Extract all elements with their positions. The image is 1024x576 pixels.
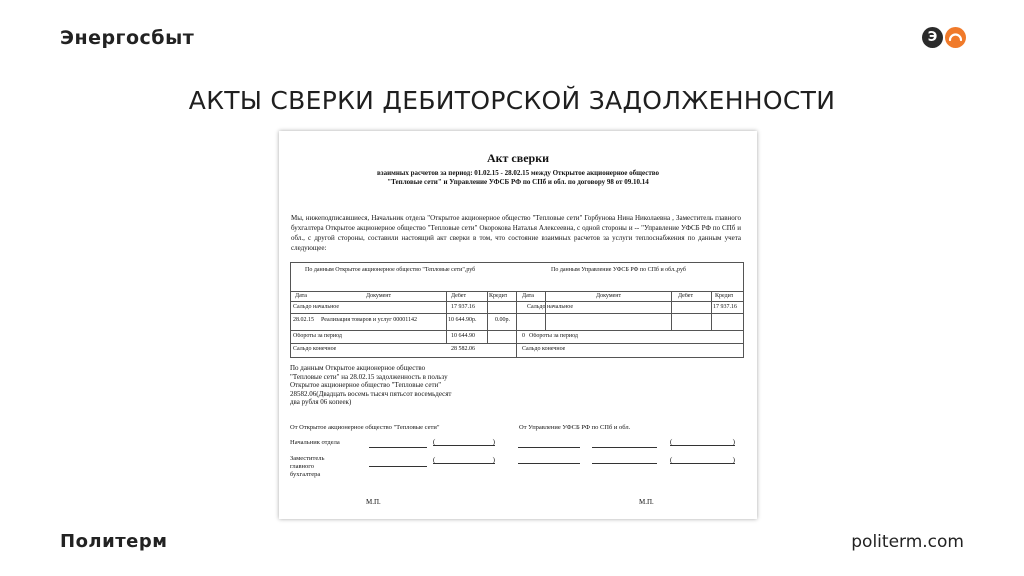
paren-close: ) (732, 456, 735, 464)
logo-arc-icon (945, 27, 966, 48)
summary-line-5: два рубля 06 копеек) (290, 398, 352, 406)
document-subtitle (309, 169, 727, 187)
politerm-brand: Политерм (60, 531, 168, 552)
website-link[interactable]: politerm.com (851, 532, 964, 552)
logo-arc-shape (945, 27, 966, 48)
turnover-left-debit: 10 644.90 (451, 333, 475, 339)
paren-close: ) (732, 438, 735, 446)
signature-left-header: От Открытое акционерное общество "Тепловые сети" (290, 424, 440, 431)
row-credit: 0.00р. (495, 317, 510, 323)
turnover-right-value: 0 (522, 333, 525, 339)
reconciliation-act-document (279, 131, 757, 519)
logo-letter-icon: Э (922, 27, 943, 48)
col-credit-left: Кредит (489, 293, 508, 299)
subtitle-line-1: взаимных расчетов за период: 01.02.15 - 28.02.15 между Открытое акционерное общество (376, 169, 659, 177)
stamp-right: М.П. (639, 498, 654, 506)
summary-line-3: Открытое акционерное общество "Тепловые сети" (290, 381, 442, 389)
row-date: 28.02.15 (293, 317, 314, 323)
signature-role-head-of-department: Начальник отдела (290, 439, 340, 446)
signature-right-header: От Управление УФСБ РФ по СПб и обл. (519, 424, 631, 431)
opening-balance-right-label: Сальдо начальное (527, 304, 574, 310)
signature-line (518, 447, 580, 448)
summary-line-4: 28582.06(Двадцать восемь тысяч пятьсот восемьдесят (290, 389, 452, 398)
document-paragraph: Мы, нижеподписавшиеся, Начальник отдела "Открытое акционерное общество "Тепловые сети" Горбунова Нина Николаевна , Заместитель главного бухгалтера Открытое акционерное общество "Тепловые сети" Окорокова Наталья Алексеевна, с одной стороны и -- "Управление УФСБ РФ по СПб и обл., с другой стороны, составили настоящий акт сверки в том, что состояние взаимных расчетов за услуги теплоснабжения по данным учета следующее: (291, 214, 741, 252)
left-party-header: По данным Открытое акционерное общество "Тепловые сети",руб (305, 267, 476, 273)
closing-balance-right-label: Сальдо конечное (522, 346, 566, 352)
paren-open: ( (670, 456, 673, 464)
stamp-left: М.П. (366, 498, 381, 506)
signature-name-field (433, 438, 495, 446)
signature-line (592, 463, 657, 464)
signature-name-field (670, 456, 735, 464)
turnover-right-label: Обороты за период (529, 333, 578, 339)
paren-close: ) (492, 456, 495, 464)
energosbyt-brand: Энергосбыт (60, 27, 195, 49)
summary-line-1: По данным Открытое акционерное общество (290, 364, 426, 372)
document-title: Акт сверки (486, 151, 550, 165)
opening-balance-left-label: Сальдо начальное (293, 304, 340, 310)
col-date-right: Дата (522, 293, 534, 299)
debt-summary (290, 364, 510, 407)
col-credit-right: Кредит (715, 293, 734, 299)
role-line-1: Заместитель (290, 455, 325, 462)
signature-name-field (433, 456, 495, 464)
col-debit-left: Дебет (451, 293, 467, 299)
signature-line (369, 466, 427, 467)
signature-line (369, 447, 427, 448)
row-document: Реализация товаров и услуг 00001142 (321, 317, 418, 323)
col-document-right: Документ (596, 293, 622, 299)
right-party-header: По данным Управление УФСБ РФ по СПб и обл.,руб (551, 267, 686, 273)
subtitle-line-2: "Тепловые сети" и Управление УФСБ РФ по СПб и обл. по договору 98 от 09.10.14 (387, 178, 649, 186)
turnover-left-label: Обороты за период (293, 333, 342, 339)
role-line-2: главного (290, 463, 315, 470)
col-document-left: Документ (366, 293, 392, 299)
table-header-row (291, 263, 743, 292)
signature-name-field (670, 438, 735, 446)
closing-balance-left-label: Сальдо конечное (293, 346, 337, 352)
paren-open: ( (433, 438, 436, 446)
paren-open: ( (433, 456, 436, 464)
signature-line (518, 463, 580, 464)
reconciliation-table (290, 262, 744, 358)
opening-balance-right-credit: 17 937.16 (713, 304, 737, 310)
paren-close: ) (492, 438, 495, 446)
slide-title: АКТЫ СВЕРКИ ДЕБИТОРСКОЙ ЗАДОЛЖЕННОСТИ (188, 86, 836, 115)
role-line-3: бухгалтера (290, 471, 321, 478)
opening-balance-left-debit: 17 937.16 (451, 304, 475, 310)
signature-role-deputy-chief-accountant (290, 455, 324, 479)
signature-line (592, 447, 657, 448)
col-date-left: Дата (295, 293, 307, 299)
summary-line-2: "Тепловые сети" на 28.02.15 задолженность в пользу (290, 372, 448, 381)
paren-open: ( (670, 438, 673, 446)
closing-balance-left-debit: 28 582.06 (451, 346, 475, 352)
row-debit: 10 644.90р. (448, 317, 477, 323)
energosbyt-logo-icon (922, 27, 966, 49)
col-debit-right: Дебет (678, 293, 694, 299)
